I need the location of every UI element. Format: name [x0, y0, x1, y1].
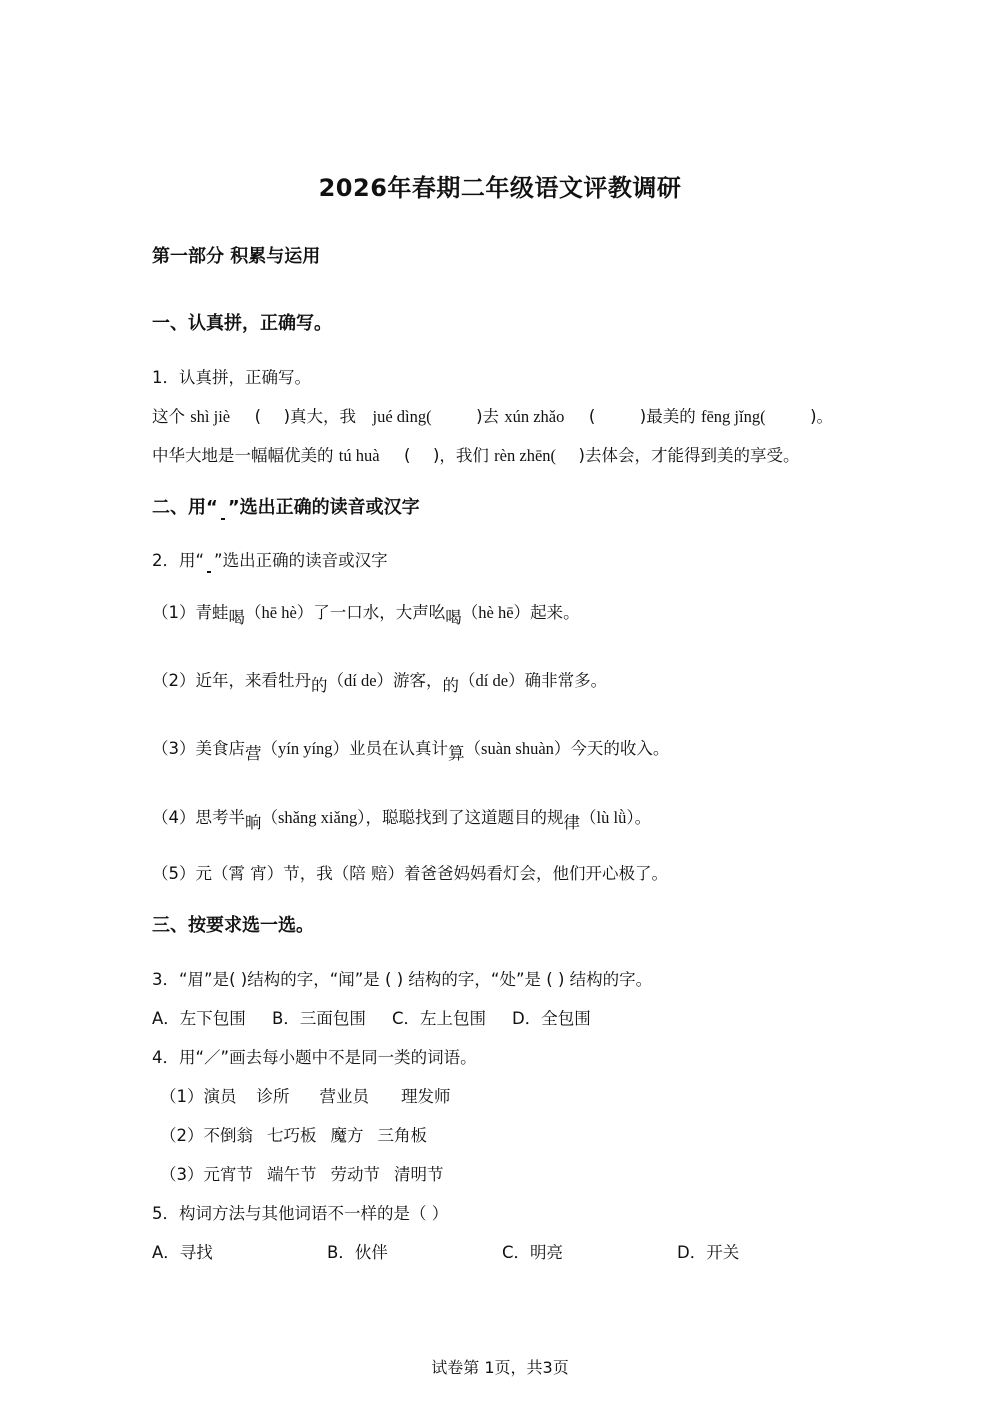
option-b[interactable]: B．伙伴 [327, 1243, 388, 1262]
pinyin: tú huà [338, 446, 380, 465]
option-c[interactable]: C．左上包围 [392, 1009, 487, 1028]
pinyin-options[interactable]: （lù lǜ） [580, 808, 635, 827]
text: )。 [810, 407, 834, 426]
text: )，我们 [432, 446, 489, 465]
question-3-options [152, 1007, 591, 1031]
question-1-label: 1．认真拼，正确写。 [152, 368, 311, 387]
question-2-item-5: （5）元（霄 宵）节，我（陪 赔）着爸爸妈妈看灯会，他们开心极了。 [152, 864, 668, 883]
text: )真大，我 [283, 407, 356, 426]
text: )去 [476, 407, 500, 426]
target-char: 喝 [228, 608, 245, 627]
page-title: 2026年春期二年级语文评教调研 [318, 174, 682, 202]
pinyin: fēng jǐng( [700, 407, 766, 426]
answer-blank-open: ( [588, 407, 596, 426]
target-char: 算 [448, 744, 465, 763]
target-char: 律 [563, 813, 581, 832]
question-1-line-2 [152, 444, 799, 468]
option-a[interactable]: A．左下包围 [152, 1009, 246, 1028]
target-char: 的 [442, 676, 460, 695]
pinyin-options[interactable]: （hē hè） [245, 603, 314, 622]
section-1-heading: 一、认真拼，正确写。 [152, 313, 332, 334]
option-c[interactable]: C．明亮 [502, 1243, 564, 1262]
text: 中华大地是一幅幅优美的 [152, 446, 334, 465]
pinyin-options[interactable]: （suàn shuàn） [464, 739, 571, 758]
question-2-label: 2．用“ ”选出正确的读音或汉字 [152, 551, 388, 570]
target-char: 的 [311, 676, 328, 695]
pinyin: xún zhǎo [504, 407, 565, 426]
pinyin: rèn zhēn( [494, 446, 557, 465]
target-char: 喝 [445, 608, 462, 627]
question-1-line-1 [152, 405, 833, 429]
pinyin: jué dìng( [372, 407, 432, 426]
pinyin-options[interactable]: （dí de） [459, 671, 525, 690]
section-3-heading: 三、按要求选一选。 [152, 915, 314, 936]
question-5-options [152, 1241, 739, 1265]
question-5: 5．构词方法与其他词语不一样的是（ ） [152, 1204, 449, 1223]
question-2-item-4: （4）思考半晌（shǎng xiǎng），聪聪找到了这道题目的规律（lù lǜ）。 [152, 808, 652, 832]
text: 这个 [152, 407, 185, 426]
option-b[interactable]: B．三面包围 [272, 1009, 366, 1028]
option-d[interactable]: D．开关 [677, 1243, 740, 1262]
target-char: 营 [245, 744, 262, 763]
pinyin-options[interactable]: （hè hē） [461, 603, 531, 622]
pinyin-options[interactable]: （shǎng xiǎng） [261, 808, 366, 827]
text: )去体会，才能得到美的享受。 [578, 446, 800, 465]
answer-blank-open: ( [254, 407, 262, 426]
question-3: 3．“眉”是( )结构的字，“闻”是 ( ) 结构的字，“处”是 ( ) 结构的字。 [152, 970, 653, 989]
page-footer: 试卷第 1页，共3页 [431, 1358, 569, 1377]
pinyin: shì jiè [190, 407, 231, 426]
question-2-item-2: （2）近年，来看牡丹的（dí de）游客，的（dí de）确非常多。 [152, 671, 608, 695]
section-2-heading: 二、用“ ”选出正确的读音或汉字 [152, 497, 420, 518]
pinyin-options[interactable]: （dí de） [327, 671, 394, 690]
part-heading: 第一部分 积累与运用 [152, 246, 321, 267]
question-4: 4．用“／”画去每小题中不是同一类的词语。 [152, 1048, 477, 1067]
question-4-item-3: （3）元宵节 端午节 劳动节 清明节 [160, 1165, 444, 1184]
question-4-item-1: （1）演员 诊所 营业员 理发师 [160, 1087, 451, 1106]
option-a[interactable]: A．寻找 [152, 1243, 213, 1262]
option-d[interactable]: D．全包围 [512, 1009, 591, 1028]
answer-blank-open: ( [404, 446, 411, 465]
question-2-item-1: （1）青蛙喝（hē hè）了一口水，大声吆喝（hè hē）起来。 [152, 603, 580, 627]
question-2-item-3: （3）美食店营（yín yíng）业员在认真计算（suàn shuàn）今天的收入。 [152, 739, 670, 763]
target-char: 晌 [245, 813, 262, 832]
text: )最美的 [639, 407, 696, 426]
pinyin-options[interactable]: （yín yíng） [261, 739, 350, 758]
question-4-item-2: （2）不倒翁 七巧板 魔方 三角板 [160, 1126, 427, 1145]
